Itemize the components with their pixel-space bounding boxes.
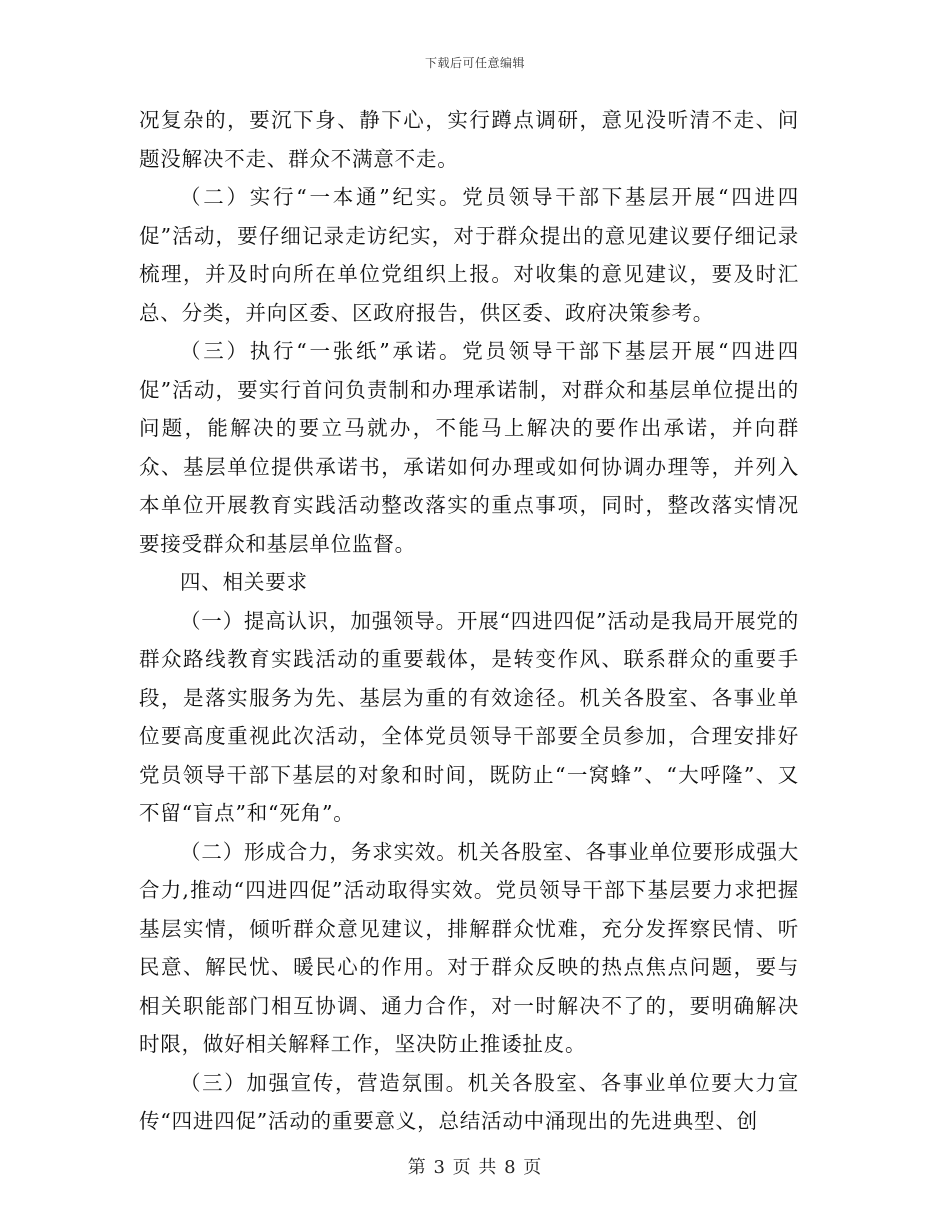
paragraph-requirement-3: （三）加强宣传，营造氛围。机关各股室、各事业单位要大力宣传“四进四促”活动的重要意义，总结活动中涌现出的先进典型、创 bbox=[139, 1070, 799, 1133]
paragraph-item-2: （二）实行“一本通”纪实。党员领导干部下基层开展“四进四促”活动，要仔细记录走访纪实，对于群众提出的意见建议要仔细记录梳理，并及时向所在单位党组织上报。对收集的意见建议，要及时汇总、分类，并向区委、区政府报告，供区委、政府决策参考。 bbox=[139, 185, 799, 325]
paragraph-requirement-1: （一）提高认识，加强领导。开展“四进四促”活动是我局开展党的群众路线教育实践活动的重要载体，是转变作风、联系群众的重要手段，是落实服务为先、基层为重的有效途径。机关各股室、各事业单位要高度重视此次活动，全体党员领导干部要全员参加，合理安排好党员领导干部下基层的对象和时间，既防止“一窝蜂”、“大呼隆”、又不留“盲点”和“死角”。 bbox=[139, 608, 799, 825]
section-heading-requirements: 四、相关要求 bbox=[180, 570, 308, 594]
paragraph-item-3: （三）执行“一张纸”承诺。党员领导干部下基层开展“四进四促”活动，要实行首问负责制和办理承诺制，对群众和基层单位提出的问题，能解决的要立马就办，不能马上解决的要作出承诺，并向群众、基层单位提供承诺书，承诺如何办理或如何协调办理等，并列入本单位开展教育实践活动整改落实的重点事项，同时，整改落实情况要接受群众和基层单位监督。 bbox=[139, 339, 799, 556]
document-body bbox=[139, 101, 799, 1141]
paragraph-continued: 况复杂的，要沉下身、静下心，实行蹲点调研，意见没听清不走、问题没解决不走、群众不满意不走。 bbox=[139, 108, 799, 171]
paragraph-requirement-2: （二）形成合力，务求实效。机关各股室、各事业单位要形成强大合力,推动“四进四促”活动取得实效。党员领导干部下基层要力求把握基层实情，倾听群众意见建议，排解群众忧难，充分发挥察民情、听民意、解民忧、暖民心的作用。对于群众反映的热点焦点问题，要与相关职能部门相互协调、通力合作，对一时解决不了的，要明确解决时限，做好相关解释工作，坚决防止推诿扯皮。 bbox=[139, 839, 799, 1056]
page-header-note: 下载后可任意编辑 bbox=[424, 56, 525, 70]
page-number-footer: 第 3 页 共 8 页 bbox=[407, 1157, 543, 1178]
